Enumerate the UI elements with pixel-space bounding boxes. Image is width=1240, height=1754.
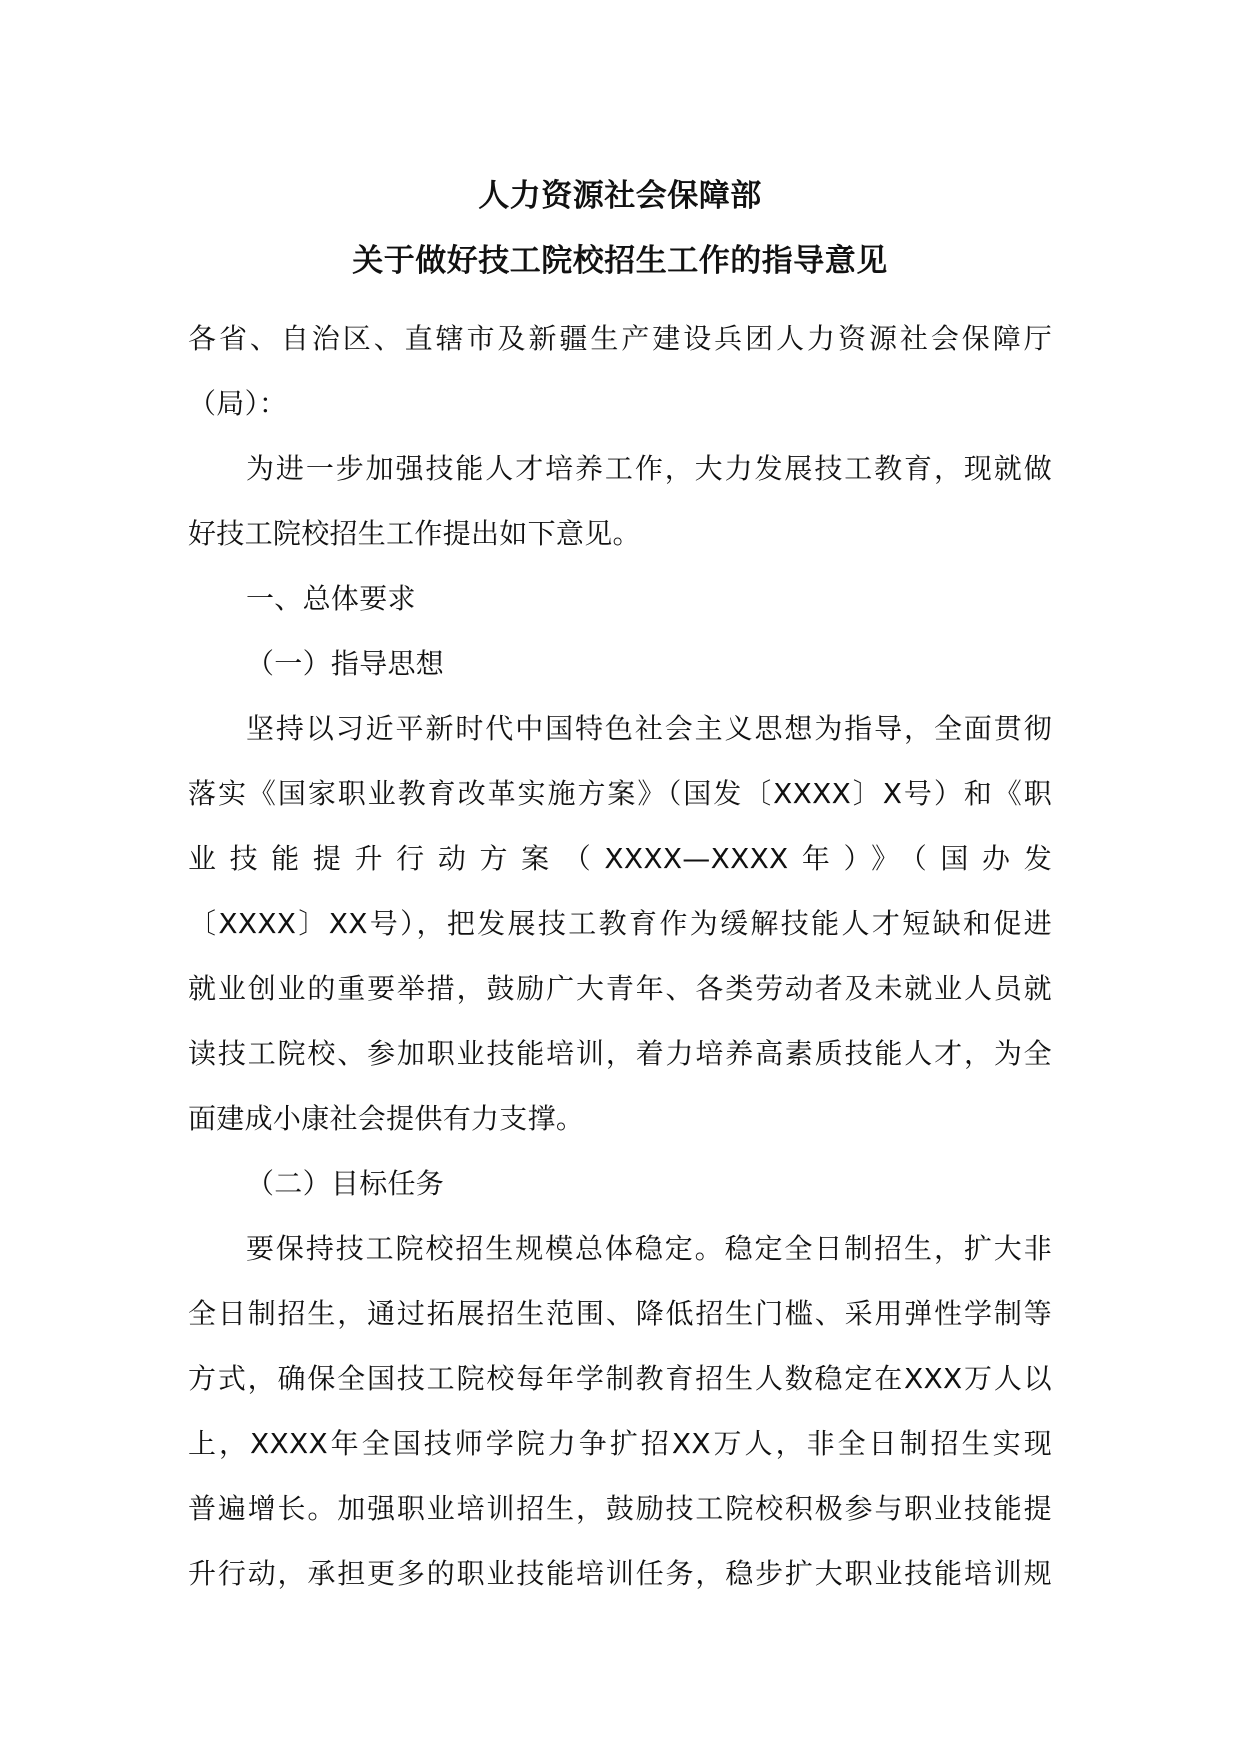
targets-line-1: 要保持技工院校招生规模总体稳定。稳定全日制招生，扩大非 <box>246 1232 1052 1265</box>
guiding-line-3: 业技能提升行动方案（XXXX—XXXX年）》（国办发 <box>188 842 1052 875</box>
guiding-line-1: 坚持以习近平新时代中国特色社会主义思想为指导，全面贯彻 <box>246 712 1052 745</box>
intro-line-1: 为进一步加强技能人才培养工作，大力发展技工教育，现就做 <box>246 452 1052 485</box>
subsection-heading-guiding-ideology: （一）指导思想 <box>246 647 445 680</box>
guiding-line-7: 面建成小康社会提供有力支撑。 <box>188 1102 585 1135</box>
guiding-line-2: 落实《国家职业教育改革实施方案》（国发〔XXXX〕X号）和《职 <box>188 777 1052 810</box>
section-heading-overall-requirements: 一、总体要求 <box>246 582 416 615</box>
document-body <box>188 306 1052 1606</box>
intro-line-2: 好技工院校招生工作提出如下意见。 <box>188 517 641 550</box>
subsection-heading-targets: （二）目标任务 <box>246 1167 445 1200</box>
guiding-line-6: 读技工院校、参加职业技能培训，着力培养高素质技能人才，为全 <box>188 1037 1052 1070</box>
targets-line-3: 方式，确保全国技工院校每年学制教育招生人数稳定在XXX万人以 <box>188 1362 1052 1395</box>
guiding-line-4: 〔XXXX〕XX号），把发展技工教育作为缓解技能人才短缺和促进 <box>188 907 1052 940</box>
guiding-line-5: 就业创业的重要举措，鼓励广大青年、各类劳动者及未就业人员就 <box>188 972 1052 1005</box>
document-title-subject: 关于做好技工院校招生工作的指导意见 <box>352 243 888 279</box>
document-title-issuer: 人力资源社会保障部 <box>478 178 762 214</box>
salutation-line-1: 各省、自治区、直辖市及新疆生产建设兵团人力资源社会保障厅 <box>188 322 1052 355</box>
targets-line-5: 普遍增长。加强职业培训招生，鼓励技工院校积极参与职业技能提 <box>188 1492 1052 1525</box>
targets-line-4: 上，XXXX年全国技师学院力争扩招XX万人，非全日制招生实现 <box>188 1427 1052 1460</box>
salutation-line-2: （局）： <box>188 387 288 420</box>
targets-line-6: 升行动，承担更多的职业技能培训任务，稳步扩大职业技能培训规 <box>188 1557 1052 1590</box>
targets-line-2: 全日制招生，通过拓展招生范围、降低招生门槛、采用弹性学制等 <box>188 1297 1052 1330</box>
